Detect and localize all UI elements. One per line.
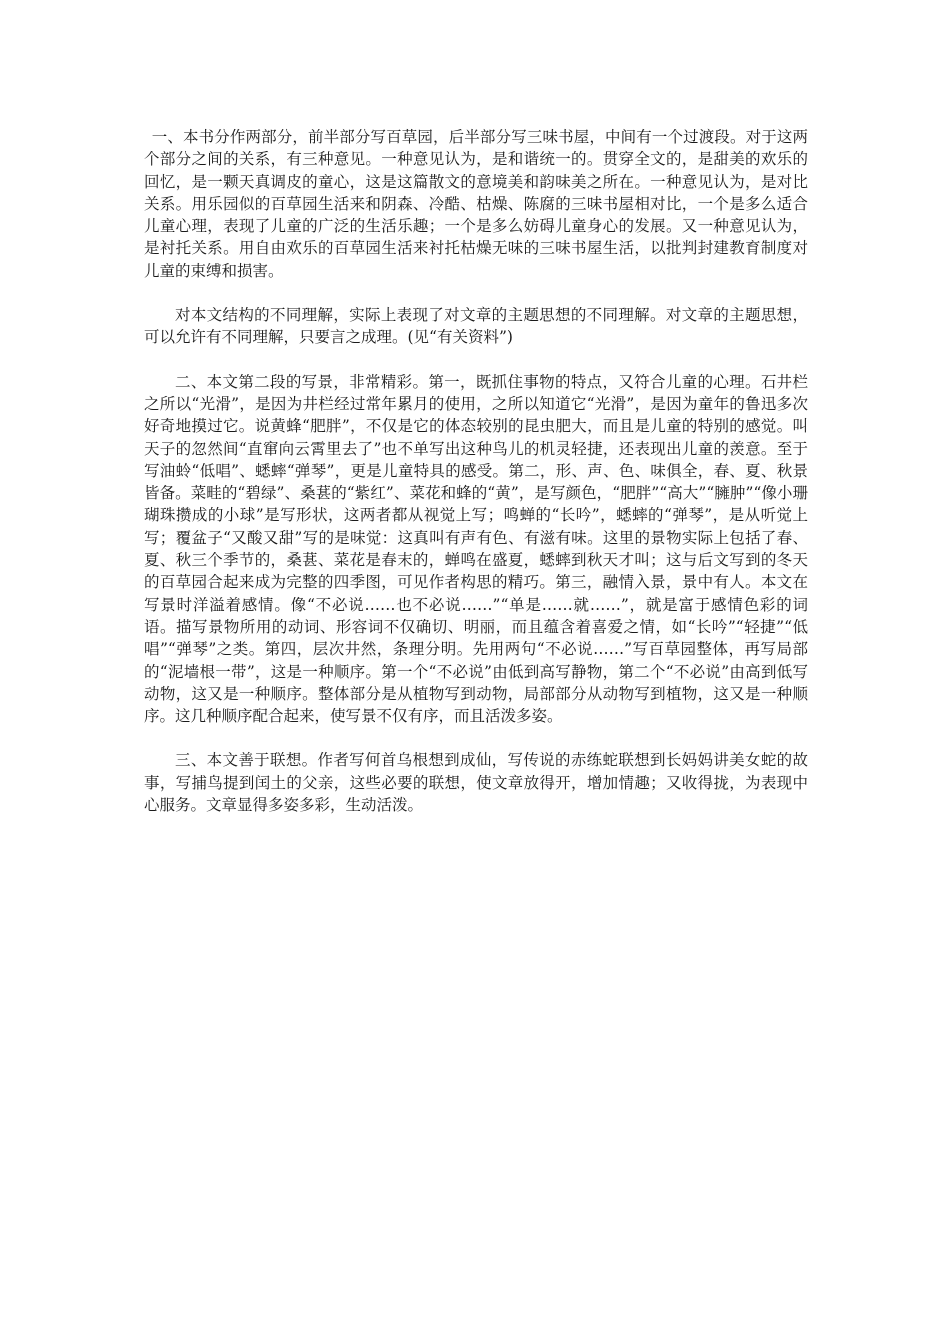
document-body [144,126,808,816]
paragraph-spacer [144,727,808,749]
paragraph-scenery: 二、本文第二段的写景，非常精彩。第一，既抓住事物的特点，又符合儿童的心理。石井栏之所以“光滑”，是因为井栏经过常年累月的使用，之所以知道它“光滑”，是因为童年的鲁迅多次好奇地摸过它。说黄蜂“肥胖”，不仅是它的体态较别的昆虫肥大，而且是儿童的特别的感觉。叫天子的忽然间“直窜向云霄里去了”也不单写出这种鸟儿的机灵轻捷，还表现出儿童的羡意。至于写油蛉“低唱”、蟋蟀“弹琴”，更是儿童特具的感受。第二，形、声、色、味俱全，春、夏、秋景皆备。菜畦的“碧绿”、桑葚的“紫红”、菜花和蜂的“黄”，是写颜色，“肥胖”“高大”“臃肿”“像小珊瑚珠攒成的小球”是写形状，这两者都从视觉上写；鸣蝉的“长吟”，蟋蟀的“弹琴”，是从听觉上写；覆盆子“又酸又甜”写的是味觉：这真叫有声有色、有滋有味。这里的景物实际上包括了春、夏、秋三个季节的，桑葚、菜花是春末的，蝉鸣在盛夏，蟋蟀到秋天才叫；这与后文写到的冬天的百草园合起来成为完整的四季图，可见作者构思的精巧。第三，融情入景，景中有人。本文在写景时洋溢着感情。像“不必说……也不必说……”“单是……就……”，就是富于感情色彩的词语。描写景物所用的动词、形容词不仅确切、明丽，而且蕴含着喜爱之情，如“长吟”“轻捷”“低唱”“弹琴”之类。第四，层次井然，条理分明。先用两句“不必说……”写百草园整体，再写局部的“泥墙根一带”，这是一种顺序。第一个“不必说”由低到高写静物，第二个“不必说”由高到低写动物，这又是一种顺序。整体部分是从植物写到动物，局部部分从动物写到植物，这又是一种顺序。这几种顺序配合起来，使写景不仅有序，而且活泼多姿。 [144,372,809,726]
paragraph-theme: 对本文结构的不同理解，实际上表现了对文章的主题思想的不同理解。对文章的主题思想，可以允许有不同理解，只要言之成理。(见“有关资料”) [144,306,808,347]
paragraph-association: 三、本文善于联想。作者写何首乌根想到成仙，写传说的赤练蛇联想到长妈妈讲美女蛇的故事，写捕鸟提到闰土的父亲，这些必要的联想，使文章放得开，增加情趣；又收得拢，为表现中心服务。文章显得多姿多彩，生动活泼。 [144,751,808,815]
paragraph-spacer [144,282,808,304]
paragraph-spacer [144,349,808,371]
paragraph-structure: 一、本书分作两部分，前半部分写百草园，后半部分写三味书屋，中间有一个过渡段。对于这两个部分之间的关系，有三种意见。一种意见认为，是和谐统一的。贯穿全文的，是甜美的欢乐的回忆，是一颗天真调皮的童心，这是这篇散文的意境美和韵味美之所在。一种意见认为，是对比关系。用乐园似的百草园生活来和阴森、冷酷、枯燥、陈腐的三味书屋相对比，一个是多么适合儿童心理，表现了儿童的广泛的生活乐趣；一个是多么妨碍儿童身心的发展。又一种意见认为，是衬托关系。用自由欢乐的百草园生活来衬托枯燥无味的三味书屋生活，以批判封建教育制度对儿童的束缚和损害。 [144,128,808,280]
